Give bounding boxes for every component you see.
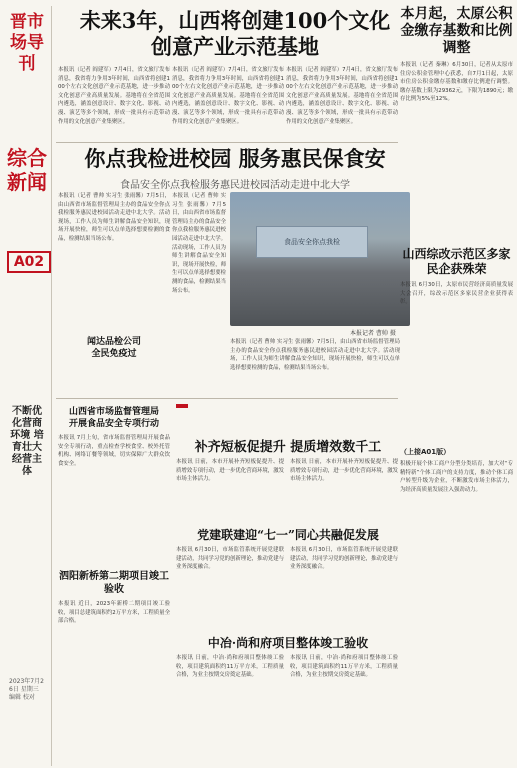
story8-body-col1: 本报讯 日前，中冶·尚和府项目整体竣工验收，项目建筑面积约11万平方米，工程质量合格，为业主按期交房奠定基础。 xyxy=(176,655,284,679)
headline-story3: 山西省市场监督管理局 开展食品安全专项行动 xyxy=(68,407,159,429)
story2-body-col2: 本报讯（记者 曹帅 实习生 张雨馨）7月5日，由山西省市场监督管理局主办的食品安全你点我检服务惠民进校园活动走进中北大学。活动现场，工作人员为师生讲解食品安全知识，现场开展快检，师生可以点单选择想要检测的食品，检测结果当场公布。 xyxy=(172,193,226,294)
headline-story8: 中冶·尚和府项目整体竣工验收 xyxy=(207,636,369,650)
story3-body: 本报讯 7月上旬，省市场监督管理局开展食品安全专项行动，重点检查学校食堂、校外托管机构、网络订餐等领域，切实保障广大群众饮食安全。 xyxy=(58,435,170,467)
photo-caption: 本报记者 曹帅 摄 xyxy=(350,330,396,337)
page-number: A02 xyxy=(7,251,51,273)
story2-body-col1: 本报讯（记者 曹帅 实习生 张雨馨）7月5日，由山西省市场监督管理局主办的食品安全你点我检服务惠民进校园活动走进中北大学。活动现场，工作人员为师生讲解食品安全知识，现场开展快检，师生可以点单选择想要检测的食品，检测结果当场公布。 xyxy=(58,193,170,242)
divider xyxy=(56,398,398,399)
story6-body-col1: 本报讯 日前，本市开展补齐短板促提升、提质增效专项行动，进一步优化营商环境，激发市场主体活力。 xyxy=(176,459,284,483)
story8-body-col2: 本报讯 日前，中冶·尚和府项目整体竣工验收，项目建筑面积约11万平方米，工程质量合格，为业主按期交房奠定基础。 xyxy=(290,655,398,679)
story6-body-col2: 本报讯 日前，本市开展补齐短板促提升、提质增效专项行动，进一步优化营商环境，激发市场主体活力。 xyxy=(290,459,398,483)
headline-story4: 闻达品检公司 全民免疫过 xyxy=(86,337,141,359)
story2-body-col3: 本报讯（记者 曹帅 实习生 张雨馨）7月5日，由山西省市场监督管理局主办的食品安全你点我检服务惠民进校园活动走进中北大学。活动现场，工作人员为师生讲解食品安全知识，现场开展快检，师生可以点单选择想要检测的食品，检测结果当场公布。 xyxy=(230,339,400,371)
headline-story2: 你点我检进校园 服务惠民保食安 xyxy=(84,146,386,171)
section-title: 综合新闻 xyxy=(7,146,47,194)
divider xyxy=(56,142,398,143)
news-photo xyxy=(230,192,410,326)
accent-bar xyxy=(176,404,188,408)
right1-body: 本报讯（记者 秦琳）6月30日，记者从太原市住房公积金管理中心获悉，自7月1日起，太原市住房公积金缴存基数和缴存比例进行调整。缴存基数上限为29362元，下限为1890元；缴存比例为5%至12%。 xyxy=(400,62,513,103)
right-column xyxy=(400,6,513,760)
headline-story5: 泗阳新桥第二期项目竣工验收 xyxy=(59,571,169,595)
masthead-column xyxy=(3,6,52,766)
story5-body: 本报讯 近日，2023年新桥二期项目竣工验收，项目总建筑面积约2万平方米，工程质量全部合格。 xyxy=(58,601,170,625)
subhead-story2: 食品安全你点我检服务惠民进校园活动走进中北大学 xyxy=(120,180,350,191)
story7-body-col1: 本报讯 6月30日，市场监管系统开展党建联建活动，共同学习党的创新理论，推动党建与业务深度融合。 xyxy=(176,547,284,571)
right2-body: 本报讯 6月30日，太原市民营经济高质量发展大会召开，综改示范区多家民营企业获得表彰。 xyxy=(400,282,513,306)
headline-right2: 山西综改示范区多家民企获殊荣 xyxy=(402,247,511,276)
issue-meta: 2023年7月26日 星期三 编辑 校对 xyxy=(9,678,44,701)
right3-body: 积极开展个体工商户分型分类培育，加大对“专精特新”个体工商户的支持力度，推动个体工商户转型升级为企业，不断激发市场主体活力，为经济高质量发展注入强劲动力。 xyxy=(400,461,513,493)
slogan: 不断优化营商环境 培育壮大经营主体 xyxy=(10,406,44,477)
headline-right1: 本月起，太原公积金缴存基数和比例调整 xyxy=(400,6,513,56)
photo-banner: 食品安全你点我检 xyxy=(256,226,368,258)
newspaper-title: 晋市场导刊 xyxy=(10,12,44,74)
headline-story1: 未来3年，山西将创建100个文化创意产业示范基地 xyxy=(79,8,391,59)
story7-body-col2: 本报讯 6月30日，市场监管系统开展党建联建活动，共同学习党的创新理论，推动党建与业务深度融合。 xyxy=(290,547,398,571)
story1-body-col3: 本报讯（记者 阎建军）7月4日，省文旅厅发布消息，我省将力争用3年时间，山西省将创建100个左右文化创意产业示范基地，进一步推动文化创意产业高质量发展。基地将在全省范围内遴选，涵盖创意设计、数字文化、影视、动漫、演艺等多个领域，形成一批具有示范带动作用的文化创意产业集聚区。 xyxy=(286,67,398,125)
continued-label: （上接A01版） xyxy=(400,448,451,456)
headline-story7: 党建联建迎“七一”同心共融促发展 xyxy=(197,528,379,542)
story1-body-col1: 本报讯（记者 阎建军）7月4日，省文旅厅发布消息，我省将力争用3年时间，山西省将创建100个左右文化创意产业示范基地，进一步推动文化创意产业高质量发展。基地将在全省范围内遴选，涵盖创意设计、数字文化、影视、动漫、演艺等多个领域，形成一批具有示范带动作用的文化创意产业集聚区。 xyxy=(58,67,170,125)
headline-story6: 补齐短板促提升 提质增效数千工 xyxy=(194,440,382,455)
story1-body-col2: 本报讯（记者 阎建军）7月4日，省文旅厅发布消息，我省将力争用3年时间，山西省将创建100个左右文化创意产业示范基地，进一步推动文化创意产业高质量发展。基地将在全省范围内遴选，涵盖创意设计、数字文化、影视、动漫、演艺等多个领域，形成一批具有示范带动作用的文化创意产业集聚区。 xyxy=(172,67,284,125)
